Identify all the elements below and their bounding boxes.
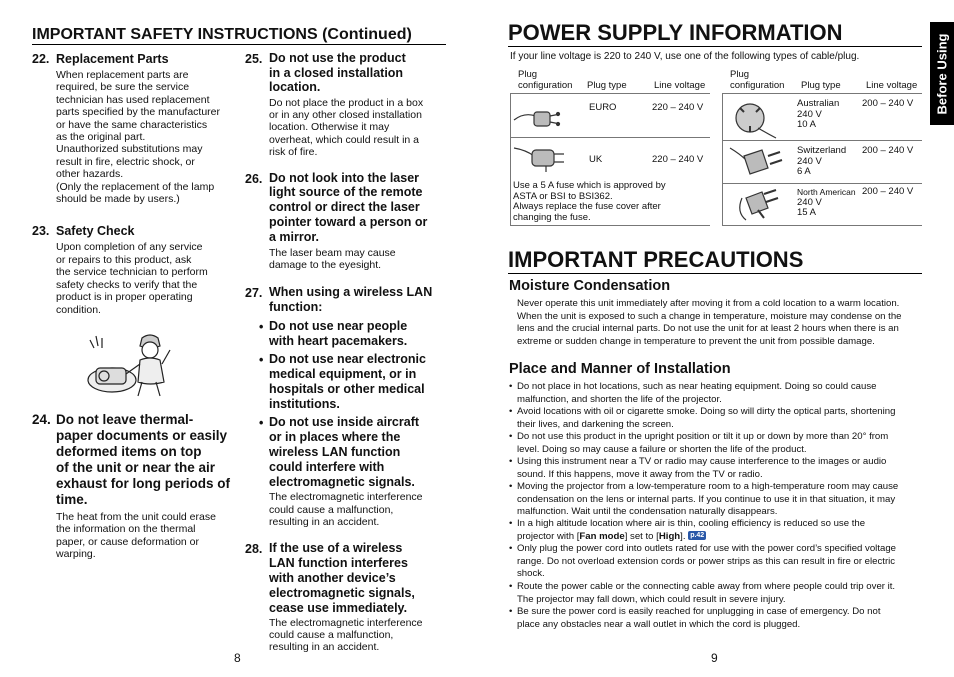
item-body bbox=[56, 511, 242, 561]
header-line-voltage: Line voltage bbox=[654, 80, 706, 91]
title-line: with another device’s bbox=[269, 570, 396, 585]
bullet-text bbox=[517, 381, 921, 406]
moisture-body bbox=[517, 298, 927, 348]
body-line: place any obstacles near a wall outlet in which the cord is plugged. bbox=[517, 618, 801, 630]
plug-table-right bbox=[722, 70, 922, 225]
precautions-header: IMPORTANT PRECAUTIONS bbox=[508, 247, 804, 272]
swiss-plug-icon bbox=[728, 142, 784, 182]
body-line: Avoid locations with oil or cigarette smoke. Doing so will dirty the optical parts, shortening bbox=[517, 406, 896, 417]
header-line: configuration bbox=[518, 79, 573, 91]
table-rule bbox=[722, 140, 922, 141]
title-line: function: bbox=[269, 300, 323, 315]
bullet-text bbox=[517, 518, 921, 543]
euro-plug-icon bbox=[512, 106, 572, 132]
body-line: warping. bbox=[56, 548, 96, 561]
type-line: 240 V bbox=[797, 196, 822, 208]
page-number-right: 9 bbox=[711, 651, 718, 665]
header-line: configuration bbox=[730, 79, 785, 91]
australian-plug-icon bbox=[728, 96, 780, 140]
body-line: shock. bbox=[517, 568, 545, 579]
title-line: institutions. bbox=[269, 397, 340, 412]
title-line: Do not use the product bbox=[269, 51, 406, 65]
item-24 bbox=[32, 412, 242, 561]
type-line: 10 A bbox=[797, 119, 817, 131]
item-number: 23. bbox=[32, 224, 50, 239]
bullet-marker: • bbox=[259, 353, 264, 368]
type-line: Switzerland bbox=[797, 145, 847, 156]
title-line: could interfere with bbox=[269, 460, 385, 475]
body-line: Do not place in hot locations, such as near heating equipment. Doing so could cause bbox=[517, 381, 877, 392]
australian-line-voltage: 200 – 240 V bbox=[862, 98, 914, 109]
body-line: should be made by users.) bbox=[56, 193, 180, 206]
header-plug-type: Plug type bbox=[587, 80, 627, 91]
bullet-pacemakers bbox=[259, 319, 450, 349]
title-line: location. bbox=[269, 80, 321, 94]
bullet-marker: • bbox=[509, 406, 513, 417]
body-line: The projector may fall down, which could result in severe injury. bbox=[517, 593, 786, 605]
body-line: level. Doing so may cause a failure or shorten the life of the product. bbox=[517, 443, 807, 455]
title-line: with heart pacemakers. bbox=[269, 334, 408, 349]
bullet-text bbox=[517, 481, 921, 519]
body-line: paper, or cause deformation or bbox=[56, 535, 200, 548]
body-line: the information on the thermal bbox=[56, 523, 196, 536]
bullet-text bbox=[517, 406, 921, 431]
title-line: Do not use near electronic bbox=[269, 352, 426, 367]
table-rule bbox=[510, 93, 710, 94]
item-number: 22. bbox=[32, 52, 50, 66]
table-rule bbox=[722, 93, 723, 225]
plug-table-left bbox=[510, 70, 710, 225]
title-line: Do not look into the laser bbox=[269, 170, 420, 185]
body-line: resulting in an accident. bbox=[269, 641, 380, 654]
item-body bbox=[269, 617, 450, 654]
body-line: extreme or sudden change in temperature to prevent the unit from possible damage. bbox=[517, 335, 875, 347]
note-line: ASTA or BSI to BSI362. bbox=[513, 190, 613, 202]
item-body bbox=[269, 97, 450, 159]
body-line: When replacement parts are bbox=[56, 69, 189, 81]
body-line: overheat, which could result in a bbox=[269, 133, 419, 146]
place-title: Place and Manner of Installation bbox=[509, 361, 731, 377]
body-line: risk of fire. bbox=[269, 146, 318, 159]
uk-plug-icon bbox=[512, 142, 572, 172]
item-title: Safety Check bbox=[56, 224, 135, 239]
euro-line-voltage: 220 – 240 V bbox=[652, 102, 704, 113]
type-line: North American bbox=[797, 187, 856, 197]
body-line: the service technician to perform bbox=[56, 266, 208, 279]
type-line: 240 V bbox=[797, 108, 822, 120]
body-line: sound. If this happens, move it away from the TV or radio. bbox=[517, 468, 763, 480]
bullet-marker: • bbox=[509, 431, 513, 442]
body-line: The electromagnetic interference bbox=[269, 616, 423, 629]
body-line: (Only the replacement of the lamp bbox=[56, 180, 215, 193]
title-line: light source of the remote bbox=[269, 185, 423, 200]
bullet-marker: • bbox=[509, 381, 513, 392]
type-line: Australian bbox=[797, 98, 840, 109]
title-line: When using a wireless LAN bbox=[269, 285, 433, 300]
body-line: The electromagnetic interference bbox=[269, 491, 423, 504]
bullet-marker: • bbox=[509, 518, 513, 529]
body-line: condensation on the lens or internal parts. If you continue to use it in that situation, it may bbox=[517, 493, 896, 505]
item-body bbox=[56, 241, 237, 315]
body-line: Using this instrument near a TV or radio may cause interference to the images or audio bbox=[517, 456, 887, 467]
place-bullet bbox=[509, 581, 921, 606]
side-tab-label: Before Using bbox=[934, 33, 950, 114]
title-line: medical equipment, or in bbox=[269, 367, 417, 382]
item-body bbox=[269, 491, 450, 528]
australian-plug-type bbox=[797, 99, 839, 131]
title-line: deformed items on top bbox=[56, 444, 202, 459]
title-line: LAN function interferes bbox=[269, 555, 408, 570]
fuse-note bbox=[513, 181, 666, 223]
body-line: Never operate this unit immediately after moving it from a cold location to a warm location. bbox=[517, 298, 900, 309]
body-line: Only plug the power cord into outlets rated for use with the power cord’s specified voltage bbox=[517, 543, 896, 554]
body-line: damage to the eyesight. bbox=[269, 258, 382, 271]
body-line: location. Otherwise it may bbox=[269, 121, 390, 134]
precautions-header-rule bbox=[508, 273, 922, 274]
body-line: product is in proper operating bbox=[56, 291, 193, 304]
body-line: Upon completion of any service bbox=[56, 241, 203, 254]
text-fragment: projector with [ bbox=[517, 530, 580, 542]
body-line: range. Do not overload extension cords or power strips as this can result in fire or electric bbox=[517, 555, 896, 567]
body-line: Moving the projector from a low-temperature room to a high-temperature room may cause bbox=[517, 481, 899, 492]
title-line: cease use immediately. bbox=[269, 600, 408, 615]
place-bullet bbox=[509, 481, 921, 519]
body-line bbox=[517, 531, 921, 544]
place-bullet bbox=[509, 431, 921, 456]
item-number: 24. bbox=[32, 412, 51, 427]
title-line: pointer toward a person or bbox=[269, 214, 428, 229]
item-26 bbox=[245, 171, 450, 272]
title-line: a mirror. bbox=[269, 229, 320, 244]
body-line: Do not use this product in the upright position or tilt it up or down by more than 20° from bbox=[517, 431, 889, 442]
bullet-marker: • bbox=[259, 416, 264, 431]
moisture-title: Moisture Condensation bbox=[509, 278, 671, 294]
place-bullet bbox=[509, 606, 921, 631]
technician-illustration-icon bbox=[82, 330, 182, 400]
title-line: electromagnetic signals, bbox=[269, 585, 415, 600]
body-line: When the unit is exposed to such a change in temperature, moisture may condense on the bbox=[517, 310, 902, 322]
type-line: 15 A bbox=[797, 207, 817, 219]
body-line: malfunction, and shorten the life of the projector. bbox=[517, 393, 722, 405]
body-line: The heat from the unit could erase bbox=[56, 511, 216, 523]
place-bullet bbox=[509, 518, 921, 543]
title-line: Do not use near people bbox=[269, 319, 408, 334]
body-line: could cause a malfunction, bbox=[269, 503, 394, 516]
place-bullet bbox=[509, 543, 921, 581]
left-page-header: IMPORTANT SAFETY INSTRUCTIONS (Continued) bbox=[32, 26, 412, 43]
item-25 bbox=[245, 51, 450, 159]
high-setting: High bbox=[658, 530, 681, 542]
body-line: or in any other closed installation bbox=[269, 108, 422, 121]
item-28 bbox=[245, 541, 450, 654]
body-line: result in fire, electric shock, or bbox=[56, 155, 195, 168]
item-number: 26. bbox=[245, 171, 263, 186]
body-line: or repairs to this product, ask bbox=[56, 253, 192, 266]
north-american-plug-type bbox=[797, 187, 856, 219]
power-header-rule bbox=[508, 46, 922, 47]
body-line: or have the same characteristics bbox=[56, 118, 208, 131]
type-line: 240 V bbox=[797, 155, 822, 167]
uk-plug-type: UK bbox=[589, 154, 603, 165]
item-title bbox=[56, 412, 242, 561]
text-fragment: ]. bbox=[680, 530, 686, 542]
item-22 bbox=[32, 52, 237, 205]
place-bullet bbox=[509, 406, 921, 431]
body-line: required, be sure the service bbox=[56, 81, 190, 94]
note-line: Use a 5 A fuse which is approved by bbox=[513, 180, 666, 191]
header-plug-config bbox=[730, 70, 784, 91]
body-line: could cause a malfunction, bbox=[269, 628, 394, 641]
title-line: of the unit or near the air bbox=[56, 460, 216, 475]
side-tab bbox=[930, 22, 954, 125]
bullet-marker: • bbox=[509, 581, 513, 592]
body-line: malfunction. Wait until the condensation naturally disappears. bbox=[517, 506, 778, 517]
bullet-aircraft bbox=[259, 415, 450, 528]
note-line: Always replace the fuse cover after bbox=[513, 201, 661, 213]
body-line: Unauthorized substitutions may bbox=[56, 143, 203, 156]
table-rule bbox=[510, 93, 511, 225]
item-number: 27. bbox=[245, 286, 263, 301]
body-line: parts specified by the manufacturer bbox=[56, 106, 221, 119]
header-plug-config bbox=[518, 70, 572, 91]
power-intro: If your line voltage is 220 to 240 V, use one of the following types of cable/plug. bbox=[510, 51, 860, 62]
text-fragment: ] set to [ bbox=[624, 530, 659, 542]
body-line: The laser beam may cause bbox=[269, 246, 396, 259]
bullet-text bbox=[517, 431, 921, 456]
title-line: paper documents or easily bbox=[56, 428, 228, 443]
header-line-voltage: Line voltage bbox=[866, 80, 918, 91]
item-title: Replacement Parts bbox=[56, 52, 169, 66]
body-line: lens and the crucial internal parts. Do not use the unit for at least 2 hours when there is an bbox=[517, 323, 899, 334]
title-line: exhaust for long periods of bbox=[56, 476, 231, 491]
item-27 bbox=[245, 285, 450, 315]
table-rule bbox=[510, 225, 710, 226]
bullet-text bbox=[517, 581, 921, 606]
title-line: electromagnetic signals. bbox=[269, 475, 415, 490]
bullet-marker: • bbox=[509, 543, 513, 554]
table-rule bbox=[722, 225, 922, 226]
item-number: 28. bbox=[245, 541, 263, 556]
title-line: If the use of a wireless bbox=[269, 540, 403, 555]
table-rule bbox=[722, 93, 922, 94]
fan-mode-setting: Fan mode bbox=[579, 530, 625, 542]
header-plug-type: Plug type bbox=[801, 80, 841, 91]
body-line: safety checks to verify that the bbox=[56, 278, 198, 291]
bullet-medical bbox=[259, 352, 450, 412]
bullet-marker: • bbox=[509, 456, 513, 467]
title-line: in a closed installation bbox=[269, 65, 404, 80]
power-supply-header: POWER SUPPLY INFORMATION bbox=[508, 20, 843, 45]
item-23 bbox=[32, 224, 237, 315]
title-line: time. bbox=[56, 492, 88, 507]
body-line: condition. bbox=[56, 303, 101, 316]
body-line: other hazards. bbox=[56, 168, 124, 181]
title-line: or in places where the bbox=[269, 430, 401, 445]
body-line: as the original part. bbox=[56, 131, 146, 144]
title-line: control or direct the laser bbox=[269, 200, 420, 215]
body-line: In a high altitude location where air is thin, cooling efficiency is reduced so use the bbox=[517, 518, 866, 529]
bullet-text bbox=[517, 606, 921, 631]
euro-plug-type: EURO bbox=[589, 102, 617, 113]
left-header-rule bbox=[32, 44, 446, 45]
page-number-left: 8 bbox=[234, 651, 241, 665]
uk-line-voltage: 220 – 240 V bbox=[652, 154, 704, 165]
swiss-plug-type bbox=[797, 146, 846, 178]
header-line: Plug bbox=[730, 69, 750, 80]
body-line: Be sure the power cord is easily reached for unplugging in case of emergency. Do not bbox=[517, 606, 881, 617]
body-line: their lives, and darkening the screen. bbox=[517, 418, 674, 430]
bullet-text bbox=[517, 456, 921, 481]
table-rule bbox=[510, 137, 710, 138]
title-line: hospitals or other medical bbox=[269, 382, 425, 397]
title-line: Do not leave thermal- bbox=[56, 412, 194, 427]
title-line: wireless LAN function bbox=[269, 445, 401, 460]
swiss-line-voltage: 200 – 240 V bbox=[862, 145, 914, 156]
body-line: resulting in an accident. bbox=[269, 516, 380, 529]
bullet-marker: • bbox=[509, 606, 513, 617]
type-line: 6 A bbox=[797, 166, 811, 178]
body-line: Route the power cable or the connecting cable away from where people could trip over it. bbox=[517, 581, 896, 592]
body-line: technician has used replacement bbox=[56, 93, 210, 106]
left-column-2 bbox=[245, 51, 450, 654]
item-number: 25. bbox=[245, 52, 263, 66]
item-body bbox=[56, 69, 237, 205]
bullet-marker: • bbox=[509, 481, 513, 492]
place-bullet bbox=[509, 381, 921, 406]
header-line: Plug bbox=[518, 69, 538, 80]
title-line: Do not use inside aircraft bbox=[269, 415, 420, 430]
place-bullet bbox=[509, 456, 921, 481]
page-reference-badge[interactable]: p.42 bbox=[690, 532, 705, 540]
north-american-plug-icon bbox=[728, 184, 784, 224]
bullet-text bbox=[517, 543, 921, 581]
north-american-line-voltage: 200 – 240 V bbox=[862, 186, 914, 197]
body-line: Do not place the product in a box bbox=[269, 96, 424, 109]
bullet-marker: • bbox=[259, 320, 264, 335]
left-column-1 bbox=[32, 52, 237, 316]
note-line: changing the fuse. bbox=[513, 211, 591, 223]
item-body bbox=[269, 247, 450, 272]
